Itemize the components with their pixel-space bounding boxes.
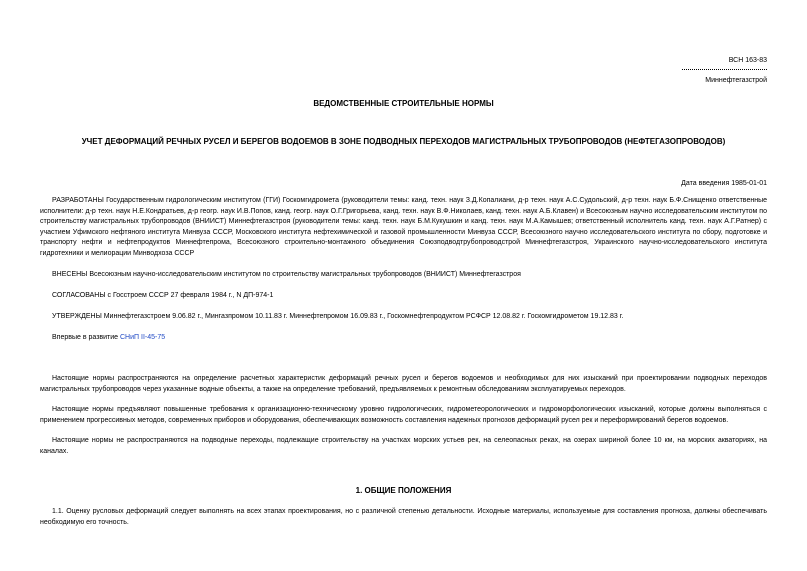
- snip-link[interactable]: СНиП II-45-75: [120, 334, 166, 341]
- header-divider: [682, 69, 767, 70]
- effective-date: Дата введения 1985-01-01: [681, 180, 767, 187]
- approved-line: УТВЕРЖДЕНЫ Миннефтегазстроем 9.06.82 г., Мингазпромом 10.11.83 г. Миннефтепромом 16.09.83 г., Госкомнефтепродуктом РСФСР 12.08.82 г. Госкомгидрометом 19.12.83 г.: [52, 313, 624, 320]
- document-type-heading: ВЕДОМСТВЕННЫЕ СТРОИТЕЛЬНЫЕ НОРМЫ: [313, 99, 494, 108]
- issuing-organization: Миннефтегазстрой: [705, 77, 767, 84]
- agreed-line: СОГЛАСОВАНЫ с Госстроем СССР 27 февраля 1984 г., N ДП-974-1: [52, 292, 274, 299]
- document-code: ВСН 163-83: [728, 57, 767, 64]
- introduced-by-line: ВНЕСЕНЫ Всесоюзным научно-исследовательским институтом по строительству магистральных трубопроводов (ВНИИСТ) Миннефтегазстроя: [52, 271, 521, 278]
- intro-paragraph: Настоящие нормы предъявляют повышенные требования к организационно-техническому уровню гидрологических, гидрометеорологических и гидроморфологических изысканий, которые должны выполняться с применением прогрессивных методов, современных приборов и оборудования, обеспечивающих возможность составления надежных прогнозов деформаций русел рек и переформирований берегов водоемов.: [40, 406, 767, 424]
- intro-paragraph: Настоящие нормы не распространяются на подводные переходы, подлежащие строительству на участках морских устьев рек, на селеопасных реках, на озерах шириной более 10 км, на морских акваториях, на каналах.: [40, 437, 767, 455]
- developed-by-paragraph: РАЗРАБОТАНЫ Государственным гидрологическим институтом (ГГИ) Госкомгидромета (руководители темы: канд. техн. наук З.Д.Копалиани, д-р техн. наук А.С.Судольский, д-р техн. наук Б.Ф.Снищенко ответственные исполнители: д-р техн. наук Н.Е.Кондратьев, д-р геогр. наук И.В.Попов, канд. геогр. наук О.Г.Григорьева, канд. техн. наук В.Ф.Николаев, канд. техн. наук А.Б.Клавен) и Всесоюзным научно исследовательским институтом по строительству магистральных трубопроводов (ВНИИСТ) Миннефтегазстроя (руководители темы: канд. техн. наук Б.М.Кукушкин и канд. техн. наук М.А.Камышев; ответственный исполнитель канд. техн. наук А.Г.Ратнер) с участием Уфимского нефтяного института Минвуза СССР, Московского института нефтехимической и газовой промышленности Минвуза СССР, Всесоюзного научно исследовательского института по сбору, подготовке и транспорту нефти и нефтепродуктов Миннефтепрома, Всесоюзного строительно-монтажного объединения Союзподводтрубопроводстрой Миннефтегазстроя, Украинского научно-исследовательского института гидротехники и мелиорации Минводхоза СССР: [40, 197, 767, 257]
- document-title: УЧЕТ ДЕФОРМАЦИЙ РЕЧНЫХ РУСЕЛ И БЕРЕГОВ ВОДОЕМОВ В ЗОНЕ ПОДВОДНЫХ ПЕРЕХОДОВ МАГИСТРАЛЬНЫХ ТРУБОПРОВОДОВ (НЕФТЕГАЗОПРОВОДОВ): [81, 137, 726, 146]
- intro-paragraph: Настоящие нормы распространяются на определение расчетных характеристик деформаций речных русел и берегов водоемов и необходимых для них изысканий при проектировании подводных переходов магистральных трубопроводов через указанные водные объекты, а также на определение требований, предъявляемых к ремонтным обследованиям эксплуатируемых переходов.: [40, 375, 767, 393]
- section-heading: 1. ОБЩИЕ ПОЛОЖЕНИЯ: [355, 486, 452, 495]
- first-time-prefix: Впервые в развитие: [52, 334, 120, 341]
- section-paragraph: 1.1. Оценку русловых деформаций следует выполнять на всех этапах проектирования, но с различной степенью детальности. Исходные материалы, используемые для составления прогноза, должны обеспечивать необходимую его точность.: [40, 508, 767, 526]
- first-time-line: [52, 333, 165, 344]
